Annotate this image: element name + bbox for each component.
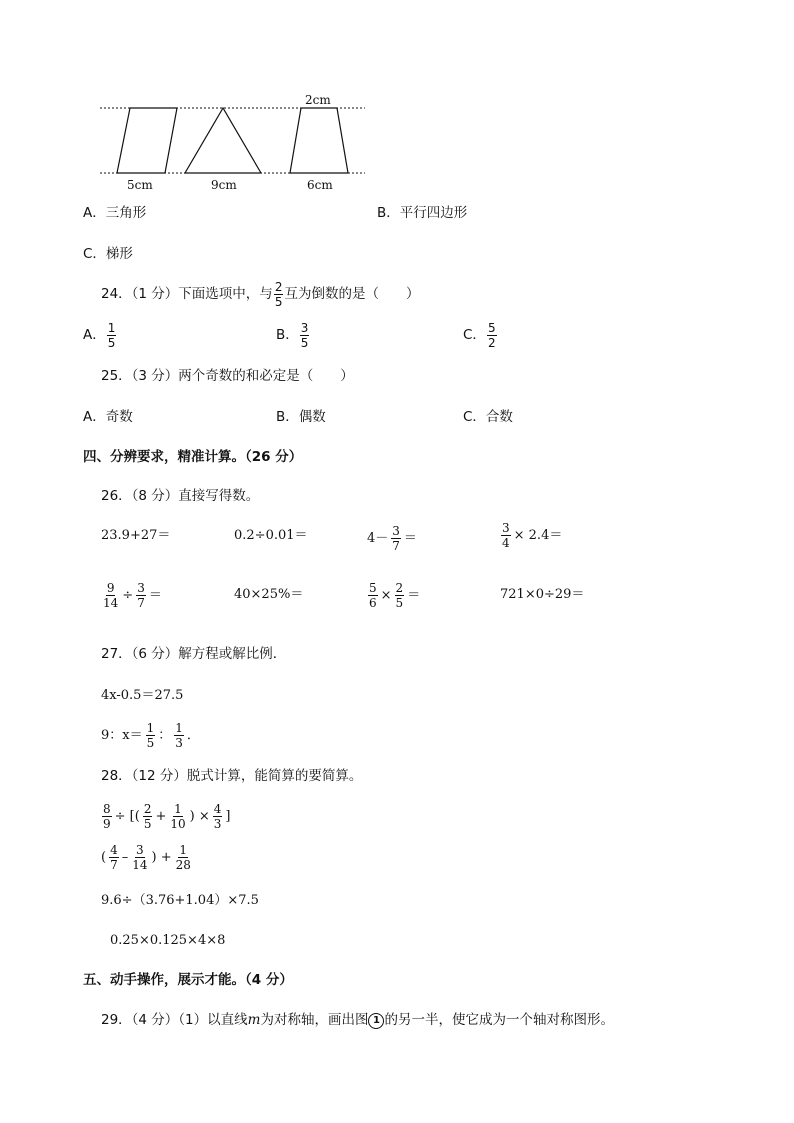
q28-e2-op2: ) + xyxy=(151,850,172,865)
q26-item-7-post: ＝ xyxy=(407,588,421,603)
q28-e1-d4: 3 xyxy=(213,817,222,831)
q27-question: 27．（6 分）解方程或解比例． xyxy=(101,646,287,662)
q25-option-c: C．合数 xyxy=(463,409,513,425)
q26-item-1: 23.9+27＝ xyxy=(101,528,171,543)
q29-var: m xyxy=(247,1012,261,1029)
q24-frac-den: 5 xyxy=(274,295,283,309)
q28-e1-op1: ÷ [( xyxy=(114,809,140,824)
q26-item-6: 40×25%＝ xyxy=(234,587,304,602)
triangle-shape xyxy=(185,108,261,173)
q23-option-b: B．平行四边形 xyxy=(377,205,468,221)
q27-equation-2 xyxy=(101,722,200,749)
q24-option-c xyxy=(463,322,498,349)
q24-b-num: 3 xyxy=(300,321,309,335)
q27-eq2-den2: 3 xyxy=(175,736,183,750)
q28-expression-3: 9.6÷（3.76+1.04）×7.5 xyxy=(101,893,259,908)
q24-a-den: 5 xyxy=(107,336,116,350)
q28-e1-n1: 8 xyxy=(103,802,111,816)
q28-expression-1 xyxy=(101,803,230,830)
q28-e2-pre: ( xyxy=(101,850,107,865)
q28-e1-d3: 10 xyxy=(170,817,186,831)
parallelogram-shape xyxy=(117,108,177,173)
label-trapezoid-base: 6cm xyxy=(307,178,333,192)
q26-item-5-op: ÷ xyxy=(122,588,134,603)
q24-a-num: 1 xyxy=(107,321,116,335)
q26-item-5-den2: 7 xyxy=(137,596,145,610)
q26-item-3 xyxy=(367,525,417,552)
q25-option-a: A．奇数 xyxy=(83,409,133,425)
q28-e2-n3: 1 xyxy=(179,843,188,857)
label-parallelogram-base: 5cm xyxy=(127,178,153,192)
q28-e1-op3: ) × xyxy=(189,809,210,824)
label-trapezoid-top: 2cm xyxy=(305,93,331,107)
q26-item-4 xyxy=(500,522,562,549)
q27-eq2-den1: 5 xyxy=(146,736,155,750)
q29-post: 的另一半，使它成为一个轴对称图形。 xyxy=(384,1012,614,1029)
q24-prefix: 24．（1 分）下面选项中，与 xyxy=(101,285,273,302)
q29-circled-number: 1 xyxy=(368,1013,384,1029)
q26-item-3-pre: 4－ xyxy=(367,531,389,546)
q24-option-b-label: B． xyxy=(276,326,299,343)
q27-eq2-num1: 1 xyxy=(146,721,155,735)
q29-question xyxy=(101,1013,614,1029)
q27-equation-1: 4x-0.5＝27.5 xyxy=(101,688,184,703)
q23-option-c: C．梯形 xyxy=(83,246,133,262)
q24-frac-num: 2 xyxy=(274,280,283,294)
q26-item-2: 0.2÷0.01＝ xyxy=(234,528,308,543)
q26-item-5-post: ＝ xyxy=(148,588,162,603)
q26-item-3-post: ＝ xyxy=(403,531,417,546)
q24-fraction xyxy=(274,281,284,308)
q28-e1-n2: 2 xyxy=(143,802,152,816)
q24-option-b xyxy=(276,322,310,349)
q26-item-5-den1: 14 xyxy=(103,596,119,610)
q26-item-5 xyxy=(101,582,162,609)
q24-option-c-label: C． xyxy=(463,326,486,343)
q28-e2-op1: – xyxy=(121,850,129,865)
q26-item-4-post: × 2.4＝ xyxy=(513,528,563,543)
q27-eq2-post: ． xyxy=(186,728,200,743)
q26-item-4-den: 4 xyxy=(502,536,510,550)
q26-item-7 xyxy=(367,582,420,609)
q27-eq2-mid: ： xyxy=(158,728,172,743)
q26-question: 26．（8 分）直接写得数。 xyxy=(101,488,260,504)
q28-e2-n1: 4 xyxy=(110,843,118,857)
q28-expression-4: 0.25×0.125×4×8 xyxy=(110,933,226,948)
shapes-figure xyxy=(95,90,375,195)
q28-e1-n3: 1 xyxy=(174,802,182,816)
q24-question xyxy=(101,281,419,308)
q26-item-7-den1: 6 xyxy=(369,596,377,610)
q26-item-7-num1: 5 xyxy=(369,581,377,595)
trapezoid-shape xyxy=(290,108,348,173)
q24-c-num: 5 xyxy=(487,321,496,335)
q24-b-den: 5 xyxy=(300,336,309,350)
q28-e1-d1: 9 xyxy=(103,817,111,831)
section-5-title: 五、动手操作，展示才能。（4 分） xyxy=(83,972,293,988)
q26-item-7-op: × xyxy=(380,588,392,603)
q28-e1-d2: 5 xyxy=(143,817,152,831)
q26-item-3-num: 3 xyxy=(392,524,400,538)
q28-expression-2 xyxy=(101,844,193,871)
q28-e2-n2: 3 xyxy=(136,843,144,857)
q25-question: 25．（3 分）两个奇数的和必定是（ ） xyxy=(101,368,354,384)
q26-item-4-num: 3 xyxy=(502,521,510,535)
q26-item-7-num2: 2 xyxy=(395,581,404,595)
q28-e1-post: ] xyxy=(225,809,231,824)
section-4-title: 四、分辨要求，精准计算。（26 分） xyxy=(83,449,303,465)
q27-eq2-pre: 9：x＝ xyxy=(101,728,143,743)
q27-eq2-num2: 1 xyxy=(175,721,183,735)
q29-pre: 29．（4 分）（1）以直线 xyxy=(101,1012,248,1029)
q24-suffix: 互为倒数的是（ ） xyxy=(284,285,420,302)
q28-e1-n4: 4 xyxy=(213,802,222,816)
q28-e1-op2: + xyxy=(155,809,167,824)
q24-option-a-label: A． xyxy=(83,326,106,343)
q25-option-b: B．偶数 xyxy=(276,409,326,425)
q28-e2-d2: 14 xyxy=(132,858,148,872)
q24-c-den: 2 xyxy=(487,336,496,350)
q24-option-a xyxy=(83,322,117,349)
q26-item-8: 721×0÷29＝ xyxy=(500,587,585,602)
q28-e2-d1: 7 xyxy=(110,858,118,872)
q23-option-a: A．三角形 xyxy=(83,205,147,221)
q29-mid: 为对称轴，画出图 xyxy=(260,1012,369,1029)
q26-item-5-num2: 3 xyxy=(137,581,145,595)
label-triangle-base: 9cm xyxy=(211,178,237,192)
q26-item-5-num1: 9 xyxy=(106,581,115,595)
q26-item-7-den2: 5 xyxy=(395,596,404,610)
q28-e2-d3: 28 xyxy=(175,858,191,872)
q26-item-3-den: 7 xyxy=(392,539,400,553)
q28-question: 28．（12 分）脱式计算，能简算的要简算。 xyxy=(101,768,363,784)
